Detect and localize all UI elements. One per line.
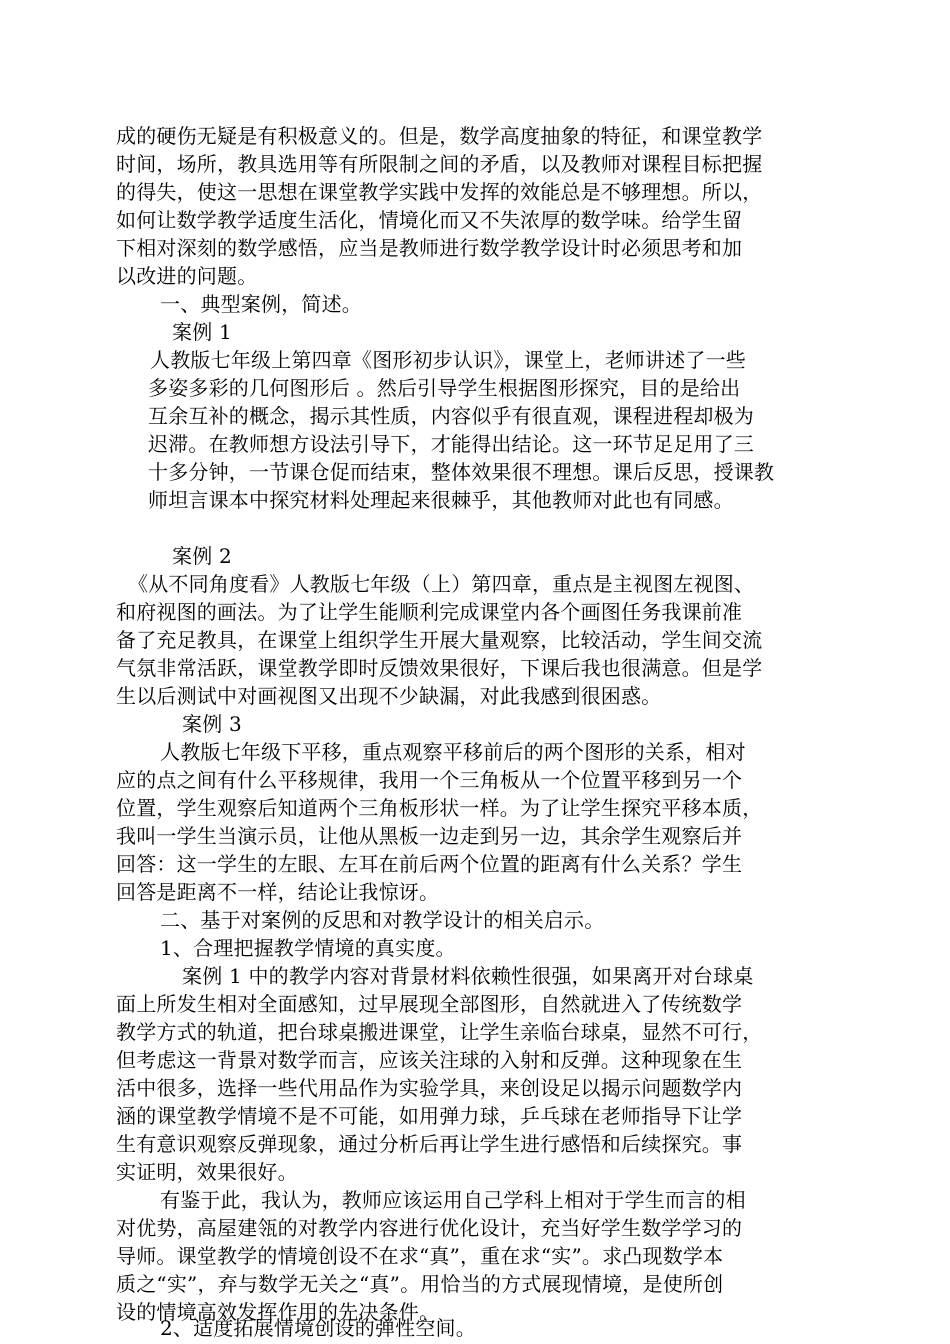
text-line: 实证明，效果很好。 bbox=[116, 1160, 298, 1184]
case-heading: 案例 2 bbox=[172, 544, 232, 568]
text-line: 面上所发生相对全面感知，过早展现全部图形，自然就进入了传统数学 bbox=[116, 992, 743, 1016]
text-line: 案例 1 中的教学内容对背景材料依赖性很强，如果离开对台球桌 bbox=[182, 964, 754, 988]
subsection-heading: 1、合理把握教学情境的真实度。 bbox=[160, 936, 456, 960]
text-line: 应的点之间有什么平移规律，我用一个三角板从一个位置平移到另一个 bbox=[116, 768, 743, 792]
text-line: 设的情境高效发挥作用的先决条件。 bbox=[116, 1300, 440, 1324]
subsection-heading: 2、适度拓展情境创设的弹性空间。 bbox=[160, 1316, 476, 1340]
text-line: 对优势，高屋建瓴的对教学内容进行优化设计，充当好学生数学学习的 bbox=[116, 1216, 743, 1240]
text-line: 时间，场所，教具选用等有所限制之间的矛盾，以及教师对课程目标把握 bbox=[116, 152, 763, 176]
text-line: 以改进的问题。 bbox=[116, 264, 258, 288]
text-line: 但考虑这一背景对数学而言，应该关注球的入射和反弹。这种现象在生 bbox=[116, 1048, 743, 1072]
text-line: 位置，学生观察后知道两个三角板形状一样。为了让学生探究平移本质， bbox=[116, 796, 763, 820]
text-line: 生有意识观察反弹现象，通过分析后再让学生进行感悟和后续探究。事 bbox=[116, 1132, 743, 1156]
text-line: 成的硬伤无疑是有积极意义的。但是，数学高度抽象的特征，和课堂教学 bbox=[116, 124, 763, 148]
text-line: 《从不同角度看》人教版七年级（上）第四章，重点是主视图左视图、 bbox=[128, 572, 755, 596]
text-line: 和府视图的画法。为了让学生能顺利完成课堂内各个画图任务我课前准 bbox=[116, 600, 743, 624]
text-line: 如何让数学教学适度生活化，情境化而又不失浓厚的数学味。给学生留 bbox=[116, 208, 743, 232]
text-line: 备了充足教具，在课堂上组织学生开展大量观察，比较活动，学生间交流 bbox=[116, 628, 763, 652]
text-line: 气氛非常活跃，课堂教学即时反馈效果很好，下课后我也很满意。但是学 bbox=[116, 656, 763, 680]
text-line: 多姿多彩的几何图形后 。然后引导学生根据图形探究，目的是给出 bbox=[148, 376, 741, 400]
text-line: 质之“实”，弃与数学无关之“真”。用恰当的方式展现情境，是使所创 bbox=[116, 1272, 724, 1296]
text-line: 生以后测试中对画视图又出现不少缺漏，对此我感到很困惑。 bbox=[116, 684, 662, 708]
text-line: 教学方式的轨道，把台球桌搬进课堂，让学生亲临台球桌，显然不可行， bbox=[116, 1020, 763, 1044]
text-line: 回答是距离不一样，结论让我惊讶。 bbox=[116, 880, 440, 904]
text-line: 我叫一学生当演示员，让他从黑板一边走到另一边，其余学生观察后并 bbox=[116, 824, 743, 848]
case-heading: 案例 1 bbox=[172, 320, 232, 344]
section-heading: 二、基于对案例的反思和对教学设计的相关启示。 bbox=[160, 908, 605, 932]
section-heading: 一、典型案例，简述。 bbox=[160, 292, 362, 316]
text-line: 十多分钟，一节课仓促而结束，整体效果很不理想。课后反思，授课教 bbox=[148, 460, 775, 484]
case-heading: 案例 3 bbox=[182, 712, 242, 736]
text-line: 导师。课堂教学的情境创设不在求“真”，重在求“实”。求凸现数学本 bbox=[116, 1244, 724, 1268]
text-line: 迟滞。在教师想方设法引导下，才能得出结论。这一环节足足用了三 bbox=[148, 432, 754, 456]
text-line: 回答：这一学生的左眼、左耳在前后两个位置的距离有什么关系？学生 bbox=[116, 852, 743, 876]
text-line: 的得失，使这一思想在课堂教学实践中发挥的效能总是不够理想。所以， bbox=[116, 180, 763, 204]
text-line: 师坦言课本中探究材料处理起来很棘乎，其他教师对此也有同感。 bbox=[148, 488, 734, 512]
text-line: 有鉴于此，我认为，教师应该运用自己学科上相对于学生而言的相 bbox=[160, 1188, 746, 1212]
text-line: 人教版七年级上第四章《图形初步认识》，课堂上，老师讲述了一些 bbox=[150, 348, 746, 372]
text-line: 活中很多，选择一些代用品作为实验学具，来创设足以揭示问题数学内 bbox=[116, 1076, 743, 1100]
text-line: 人教版七年级下平移，重点观察平移前后的两个图形的关系，相对 bbox=[160, 740, 746, 764]
text-line: 下相对深刻的数学感悟，应当是教师进行数学教学设计时必须思考和加 bbox=[116, 236, 743, 260]
text-line: 互余互补的概念，揭示其性质，内容似乎有很直观，课程进程却极为 bbox=[148, 404, 754, 428]
text-line: 涵的课堂教学情境不是不可能，如用弹力球，乒乓球在老师指导下让学 bbox=[116, 1104, 743, 1128]
